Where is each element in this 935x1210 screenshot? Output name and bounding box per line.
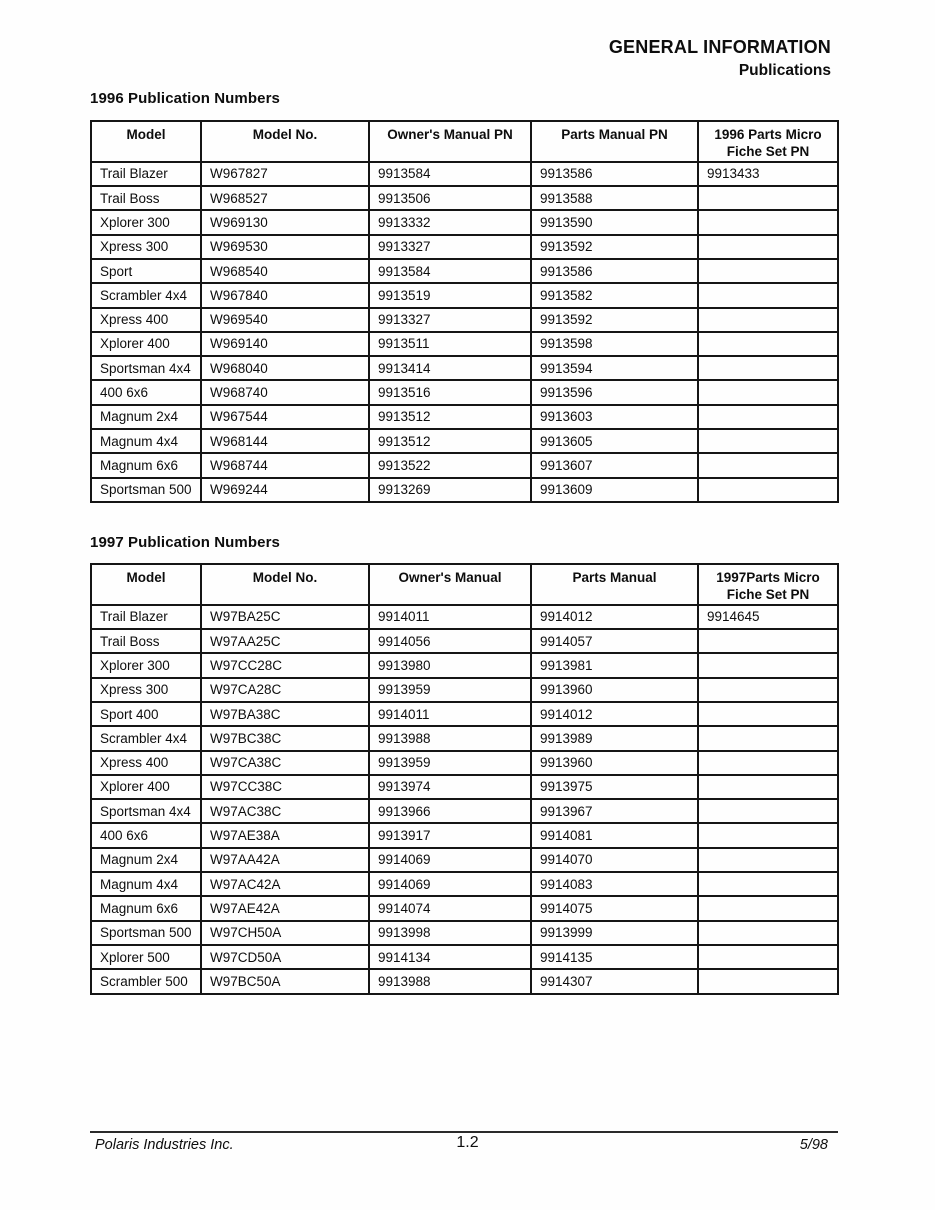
- table-cell: 9913586: [531, 259, 698, 283]
- table-cell: 9913506: [369, 186, 531, 210]
- table-cell: Trail Blazer: [91, 162, 201, 186]
- table-cell: Trail Boss: [91, 186, 201, 210]
- table-row: [91, 235, 838, 259]
- table-cell: [698, 283, 838, 307]
- table-cell: 9913327: [369, 308, 531, 332]
- table-cell: [698, 848, 838, 872]
- table-row: [91, 969, 838, 993]
- table-cell: 9913516: [369, 380, 531, 404]
- table-cell: W97CC38C: [201, 775, 369, 799]
- table-cell: 9913414: [369, 356, 531, 380]
- table-cell: [698, 356, 838, 380]
- table-cell: 9913999: [531, 921, 698, 945]
- table-cell: Magnum 4x4: [91, 429, 201, 453]
- table-cell: 9914135: [531, 945, 698, 969]
- table-cell: Xplorer 400: [91, 332, 201, 356]
- column-header-model-no: Model No.: [201, 121, 369, 162]
- table-cell: 9913960: [531, 678, 698, 702]
- table-cell: 9913960: [531, 751, 698, 775]
- table-cell: [698, 799, 838, 823]
- table-row: [91, 896, 838, 920]
- table-cell: Magnum 2x4: [91, 848, 201, 872]
- table-cell: Xpress 400: [91, 308, 201, 332]
- table-cell: W97AC42A: [201, 872, 369, 896]
- table-cell: Scrambler 4x4: [91, 726, 201, 750]
- table-cell: W969540: [201, 308, 369, 332]
- table-cell: W97BA38C: [201, 702, 369, 726]
- table-row: [91, 872, 838, 896]
- column-header-model-no: Model No.: [201, 564, 369, 605]
- table-cell: 9914645: [698, 605, 838, 629]
- table-cell: [698, 429, 838, 453]
- table-row: [91, 726, 838, 750]
- table-cell: W97AA42A: [201, 848, 369, 872]
- column-header-parts-manual: Parts Manual PN: [531, 121, 698, 162]
- table-row: [91, 605, 838, 629]
- table-row: [91, 702, 838, 726]
- table-cell: 9913433: [698, 162, 838, 186]
- table-row: [91, 332, 838, 356]
- table-cell: 9913596: [531, 380, 698, 404]
- table-cell: 9914011: [369, 605, 531, 629]
- table-cell: 9913512: [369, 429, 531, 453]
- table-cell: W97BC38C: [201, 726, 369, 750]
- table-row: [91, 259, 838, 283]
- table-cell: 9913584: [369, 259, 531, 283]
- header-subsection-title: Publications: [738, 61, 831, 79]
- footer-page-number: 1.2: [456, 1134, 479, 1151]
- table-row: [91, 751, 838, 775]
- footer-date: 5/98: [799, 1137, 828, 1153]
- table-cell: 9913512: [369, 405, 531, 429]
- table-cell: 9913582: [531, 283, 698, 307]
- table-cell: 9913592: [531, 235, 698, 259]
- table-cell: 9914056: [369, 629, 531, 653]
- table-cell: W968040: [201, 356, 369, 380]
- table-cell: W97AE38A: [201, 823, 369, 847]
- table-cell: Xpress 400: [91, 751, 201, 775]
- table-cell: 9913975: [531, 775, 698, 799]
- table-cell: 9913988: [369, 969, 531, 993]
- table-cell: Scrambler 4x4: [91, 283, 201, 307]
- table-row: [91, 283, 838, 307]
- table-row: [91, 775, 838, 799]
- table-cell: 9913519: [369, 283, 531, 307]
- table-cell: W969140: [201, 332, 369, 356]
- table-cell: Trail Blazer: [91, 605, 201, 629]
- table-row: [91, 162, 838, 186]
- table-row: [91, 921, 838, 945]
- table-cell: Xplorer 400: [91, 775, 201, 799]
- table-cell: Xpress 300: [91, 678, 201, 702]
- table-cell: 9913586: [531, 162, 698, 186]
- table-cell: 400 6x6: [91, 380, 201, 404]
- table-cell: W97CC28C: [201, 653, 369, 677]
- table-cell: 9914074: [369, 896, 531, 920]
- table-cell: Xplorer 300: [91, 653, 201, 677]
- table-body-1996: [91, 162, 838, 502]
- table-row: [91, 945, 838, 969]
- table-cell: [698, 629, 838, 653]
- table-cell: W968144: [201, 429, 369, 453]
- table-cell: [698, 921, 838, 945]
- table-cell: Magnum 4x4: [91, 872, 201, 896]
- table-cell: Magnum 6x6: [91, 453, 201, 477]
- table-cell: W968527: [201, 186, 369, 210]
- footer-rule: [90, 1131, 838, 1133]
- table-cell: [698, 969, 838, 993]
- column-header-micro-fiche: 1997Parts Micro Fiche Set PN: [698, 564, 838, 605]
- table-cell: Sport: [91, 259, 201, 283]
- column-header-model: Model: [91, 564, 201, 605]
- table-cell: 9913966: [369, 799, 531, 823]
- table-header-row: [91, 564, 838, 605]
- table-cell: 9913989: [531, 726, 698, 750]
- table-cell: 9913917: [369, 823, 531, 847]
- table-cell: 9913998: [369, 921, 531, 945]
- table-body-1997: [91, 605, 838, 994]
- column-header-parts-manual: Parts Manual: [531, 564, 698, 605]
- table-cell: [698, 678, 838, 702]
- table-cell: W967827: [201, 162, 369, 186]
- table-cell: 9913594: [531, 356, 698, 380]
- table-cell: 400 6x6: [91, 823, 201, 847]
- table-cell: W968740: [201, 380, 369, 404]
- table-header-1997: [91, 564, 838, 605]
- table-row: [91, 210, 838, 234]
- table-cell: [698, 775, 838, 799]
- table-cell: [698, 235, 838, 259]
- table-cell: [698, 726, 838, 750]
- table-row: [91, 186, 838, 210]
- table-cell: [698, 308, 838, 332]
- table-cell: Xplorer 500: [91, 945, 201, 969]
- table-cell: 9914011: [369, 702, 531, 726]
- table-cell: [698, 653, 838, 677]
- table-cell: [698, 945, 838, 969]
- table-cell: [698, 210, 838, 234]
- page-header: [609, 36, 831, 80]
- table-cell: 9913607: [531, 453, 698, 477]
- table-cell: [698, 380, 838, 404]
- table-cell: Sport 400: [91, 702, 201, 726]
- table-row: [91, 629, 838, 653]
- table-cell: 9913590: [531, 210, 698, 234]
- header-section-title: GENERAL INFORMATION: [608, 37, 831, 57]
- table-cell: Sportsman 4x4: [91, 356, 201, 380]
- table-cell: W969244: [201, 478, 369, 502]
- table-cell: 9914069: [369, 848, 531, 872]
- table-cell: 9913588: [531, 186, 698, 210]
- table-cell: W97CA28C: [201, 678, 369, 702]
- section-title-1996: 1996 Publication Numbers: [90, 90, 280, 107]
- table-row: [91, 823, 838, 847]
- table-cell: 9914057: [531, 629, 698, 653]
- table-cell: W97BA25C: [201, 605, 369, 629]
- footer-company: Polaris Industries Inc.: [95, 1137, 234, 1153]
- table-cell: 9914012: [531, 702, 698, 726]
- table-cell: W97CD50A: [201, 945, 369, 969]
- table-cell: 9913598: [531, 332, 698, 356]
- table-row: [91, 308, 838, 332]
- table-cell: Xpress 300: [91, 235, 201, 259]
- table-cell: 9914075: [531, 896, 698, 920]
- table-row: [91, 429, 838, 453]
- table-cell: Xplorer 300: [91, 210, 201, 234]
- table-cell: [698, 823, 838, 847]
- table-cell: 9913327: [369, 235, 531, 259]
- table-cell: 9913269: [369, 478, 531, 502]
- table-cell: W968540: [201, 259, 369, 283]
- table-row: [91, 453, 838, 477]
- table-cell: [698, 896, 838, 920]
- table-cell: W97BC50A: [201, 969, 369, 993]
- table-cell: 9914134: [369, 945, 531, 969]
- table-cell: 9913332: [369, 210, 531, 234]
- table-cell: W969130: [201, 210, 369, 234]
- section-title-1997: 1997 Publication Numbers: [90, 534, 280, 551]
- column-header-micro-fiche: 1996 Parts Micro Fiche Set PN: [698, 121, 838, 162]
- table-cell: Magnum 6x6: [91, 896, 201, 920]
- table-cell: W967840: [201, 283, 369, 307]
- table-row: [91, 380, 838, 404]
- table-cell: [698, 872, 838, 896]
- table-cell: Sportsman 500: [91, 478, 201, 502]
- table-cell: 9914083: [531, 872, 698, 896]
- column-header-owners-manual: Owner's Manual: [369, 564, 531, 605]
- table-cell: 9913592: [531, 308, 698, 332]
- table-cell: 9913981: [531, 653, 698, 677]
- table-cell: 9914012: [531, 605, 698, 629]
- table-cell: 9913603: [531, 405, 698, 429]
- table-cell: [698, 478, 838, 502]
- table-cell: Sportsman 500: [91, 921, 201, 945]
- table-cell: Sportsman 4x4: [91, 799, 201, 823]
- table-cell: W97CH50A: [201, 921, 369, 945]
- column-header-owners-manual: Owner's Manual PN: [369, 121, 531, 162]
- table-cell: Trail Boss: [91, 629, 201, 653]
- table-cell: W97AC38C: [201, 799, 369, 823]
- table-cell: 9913959: [369, 678, 531, 702]
- table-cell: W968744: [201, 453, 369, 477]
- table-cell: W967544: [201, 405, 369, 429]
- table-cell: 9913584: [369, 162, 531, 186]
- table-cell: [698, 405, 838, 429]
- table-cell: [698, 751, 838, 775]
- table-cell: 9913511: [369, 332, 531, 356]
- table-cell: 9913522: [369, 453, 531, 477]
- table-cell: 9913605: [531, 429, 698, 453]
- table-cell: 9914069: [369, 872, 531, 896]
- table-cell: Scrambler 500: [91, 969, 201, 993]
- table-cell: W969530: [201, 235, 369, 259]
- table-row: [91, 848, 838, 872]
- table-cell: W97AA25C: [201, 629, 369, 653]
- table-cell: 9913959: [369, 751, 531, 775]
- table-cell: [698, 259, 838, 283]
- table-cell: [698, 332, 838, 356]
- table-cell: 9913980: [369, 653, 531, 677]
- publication-table-1996: [90, 120, 839, 503]
- table-row: [91, 405, 838, 429]
- table-header-1996: [91, 121, 838, 162]
- table-cell: [698, 453, 838, 477]
- table-row: [91, 678, 838, 702]
- column-header-model: Model: [91, 121, 201, 162]
- table-cell: 9914081: [531, 823, 698, 847]
- table-cell: 9914070: [531, 848, 698, 872]
- table-cell: 9913609: [531, 478, 698, 502]
- table-cell: [698, 702, 838, 726]
- table-header-row: [91, 121, 838, 162]
- table-cell: 9913974: [369, 775, 531, 799]
- table-cell: Magnum 2x4: [91, 405, 201, 429]
- table-row: [91, 478, 838, 502]
- table-row: [91, 356, 838, 380]
- publication-table-1997: [90, 563, 839, 995]
- table-cell: 9913967: [531, 799, 698, 823]
- table-row: [91, 799, 838, 823]
- table-cell: 9913988: [369, 726, 531, 750]
- table-cell: [698, 186, 838, 210]
- table-cell: 9914307: [531, 969, 698, 993]
- table-row: [91, 653, 838, 677]
- table-cell: W97AE42A: [201, 896, 369, 920]
- table-cell: W97CA38C: [201, 751, 369, 775]
